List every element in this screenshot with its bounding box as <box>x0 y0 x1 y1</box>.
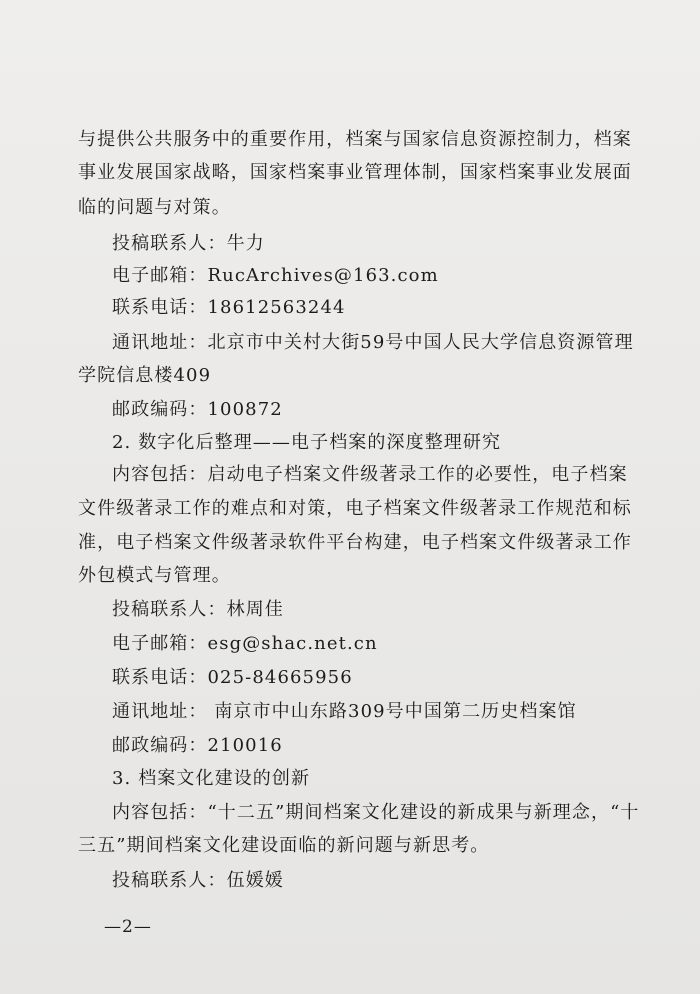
text-line: 事业发展国家战略，国家档案事业管理体制，国家档案事业发展面 <box>78 162 632 183</box>
text-line: 投稿联系人：牛力 <box>112 233 265 254</box>
text-line: 学院信息楼409 <box>78 365 212 386</box>
text-line: 邮政编码：210016 <box>112 735 283 756</box>
text-line: 准，电子档案文件级著录软件平台构建，电子档案文件级著录工作 <box>78 532 632 553</box>
text-line: 投稿联系人：林周佳 <box>112 599 284 620</box>
page-number: —2— <box>104 917 152 937</box>
text-line: 文件级著录工作的难点和对策，电子档案文件级著录工作规范和标 <box>78 498 632 519</box>
text-line: 联系电话：18612563244 <box>112 297 346 318</box>
text-line: 通讯地址：北京市中关村大街59号中国人民大学信息资源管理 <box>112 332 634 353</box>
text-line: 电子邮箱：RucArchives@163.com <box>112 265 439 286</box>
text-line: 三五”期间档案文化建设面临的新问题与新思考。 <box>78 835 490 856</box>
text-line: 投稿联系人：伍媛媛 <box>112 870 284 891</box>
text-line: 外包模式与管理。 <box>78 565 231 586</box>
section-heading: 3. 档案文化建设的创新 <box>112 768 311 789</box>
section-heading: 2. 数字化后整理——电子档案的深度整理研究 <box>112 432 502 453</box>
text-line: 内容包括：启动电子档案文件级著录工作的必要性，电子档案 <box>112 464 628 485</box>
text-line: 通讯地址： 南京市中山东路309号中国第二历史档案馆 <box>112 701 577 722</box>
text-line: 内容包括：“十二五”期间档案文化建设的新成果与新理念，“十 <box>112 802 640 823</box>
text-line: 联系电话：025-84665956 <box>112 667 353 688</box>
text-line: 临的问题与对策。 <box>78 197 231 218</box>
text-line: 与提供公共服务中的重要作用，档案与国家信息资源控制力，档案 <box>78 129 632 150</box>
text-line: 邮政编码：100872 <box>112 399 283 420</box>
text-line: 电子邮箱：esg@shac.net.cn <box>112 633 378 654</box>
